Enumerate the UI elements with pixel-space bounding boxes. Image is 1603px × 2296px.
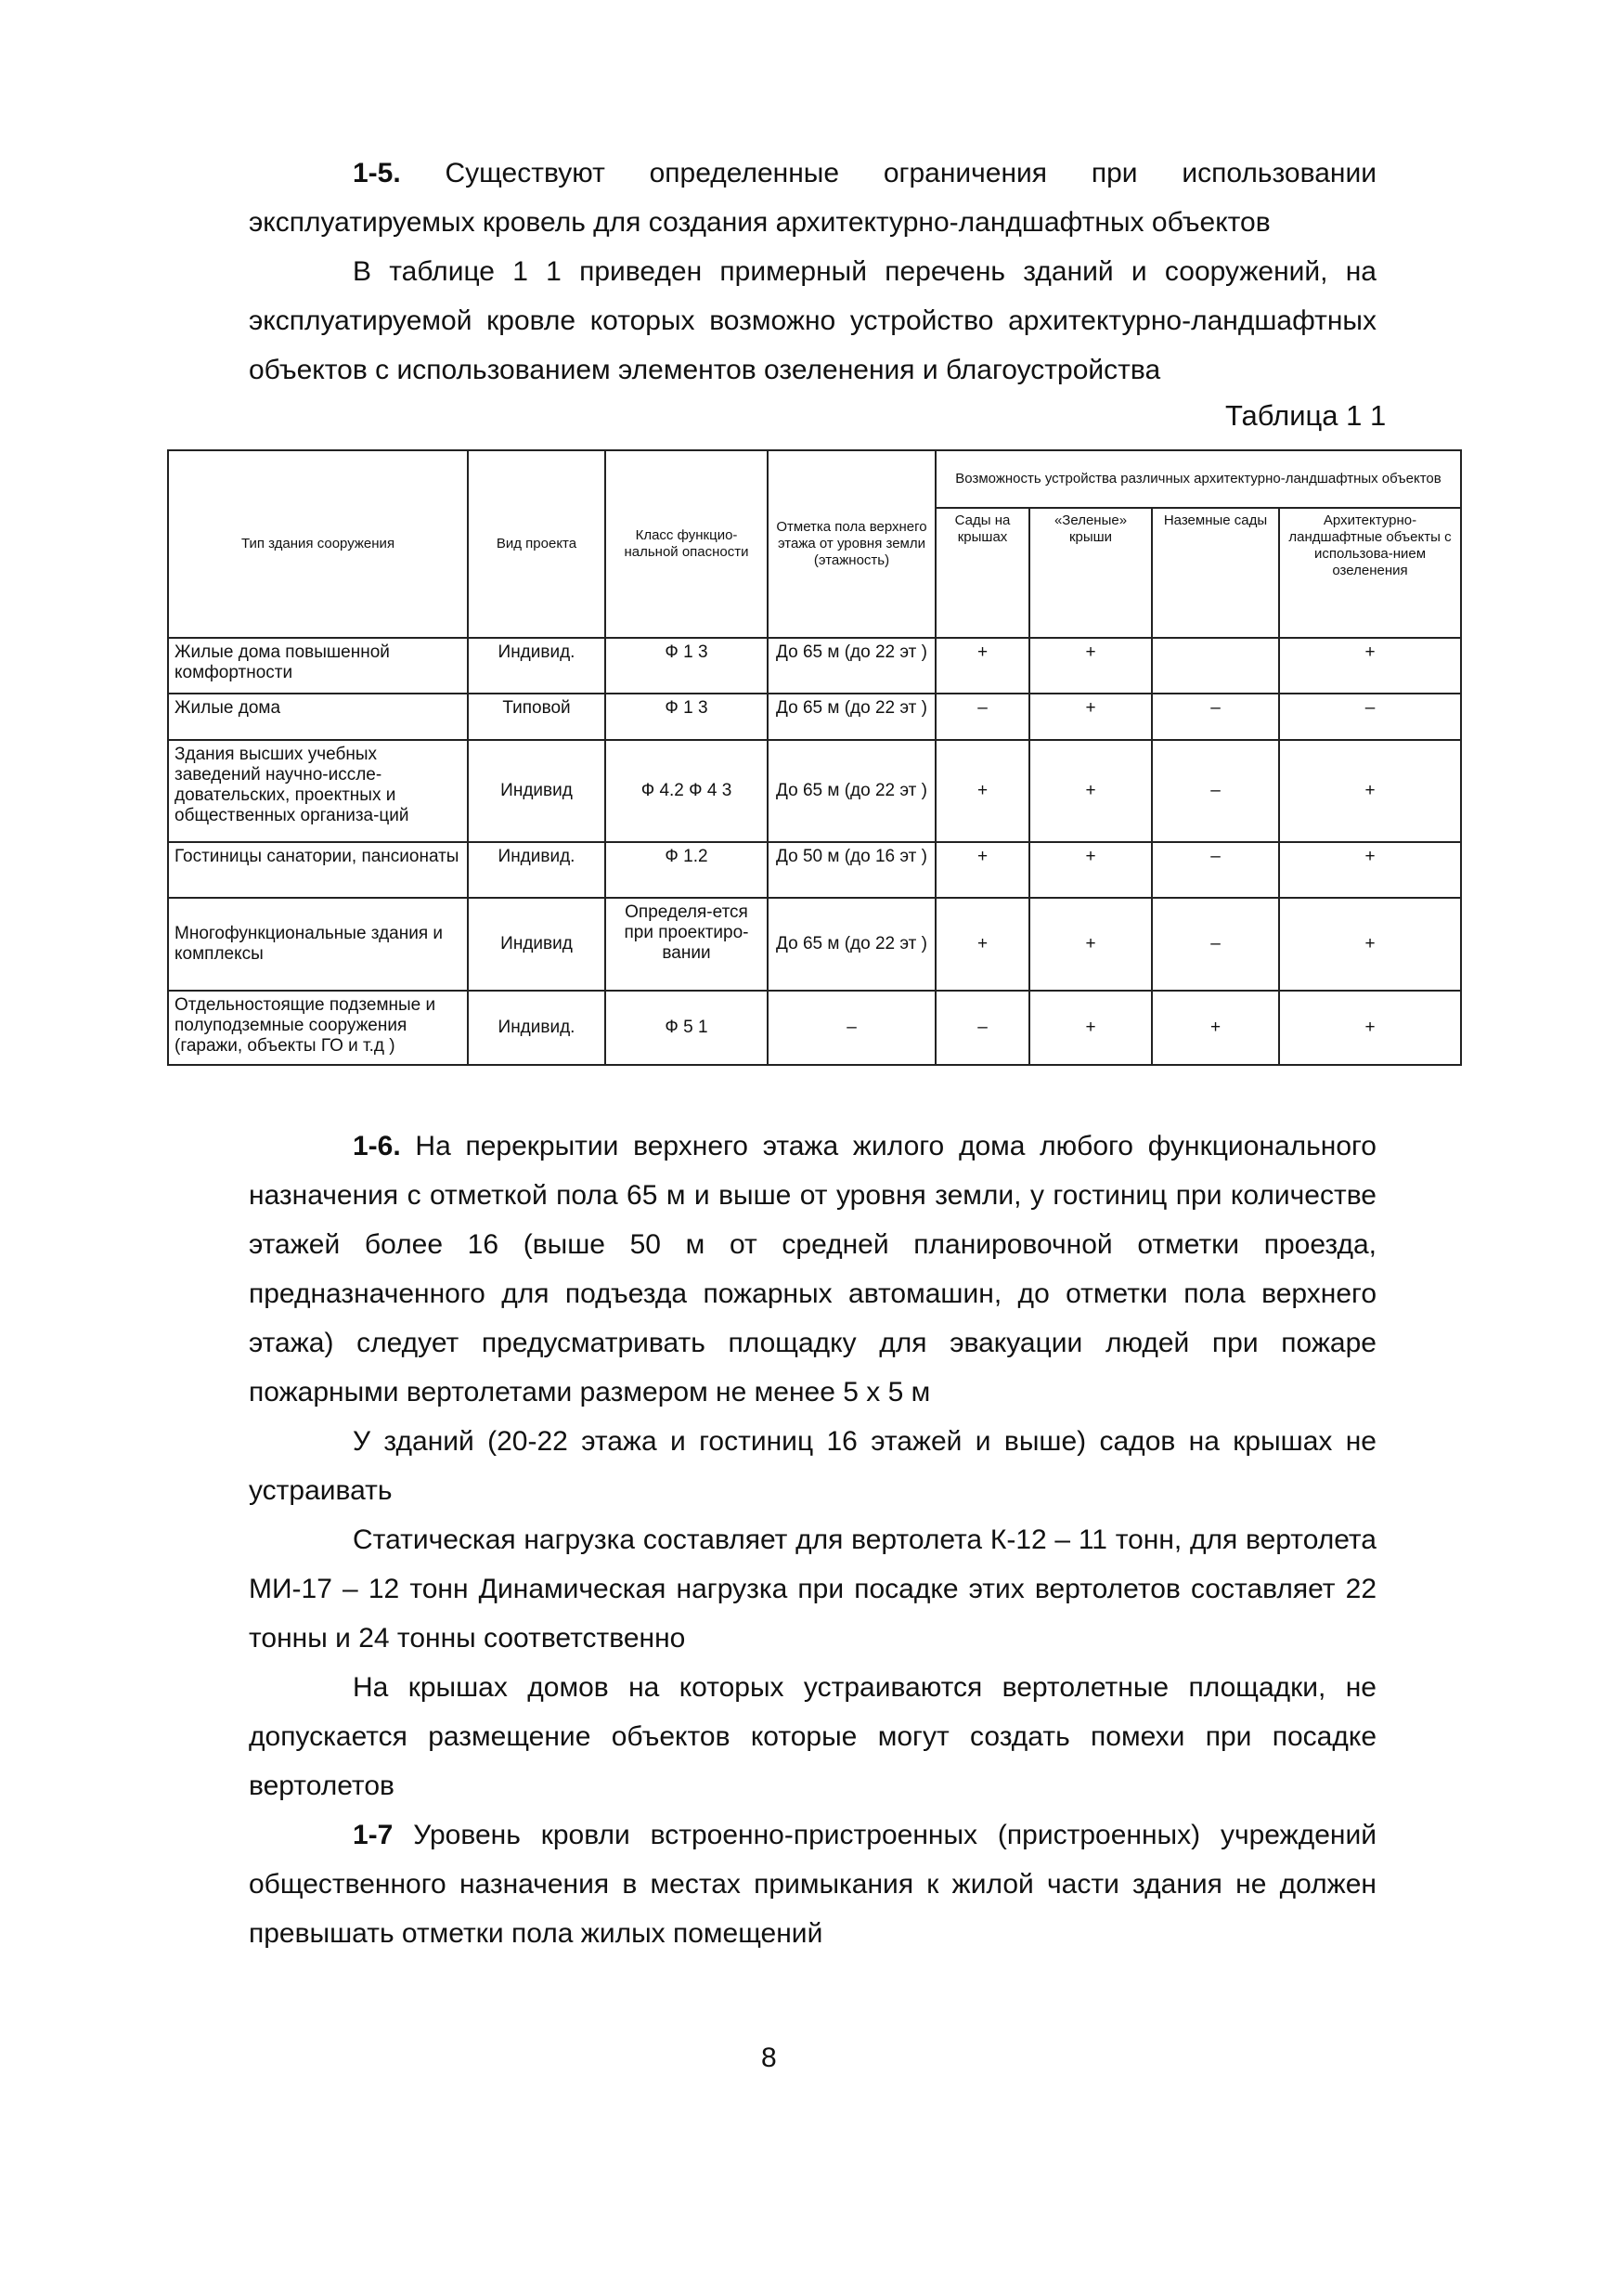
cell-mark: + — [1279, 638, 1461, 694]
cell-type: Гостиницы санатории, пансионаты — [168, 842, 468, 898]
cell-mark: + — [1152, 991, 1279, 1065]
cell-mark: + — [936, 740, 1029, 842]
cell-project: Индивид — [468, 740, 605, 842]
cell-level: – — [768, 991, 936, 1065]
cell-level: До 50 м (до 16 эт ) — [768, 842, 936, 898]
paragraph-1-6-2: У зданий (20-22 этажа и гостиниц 16 этажей и выше) садов на крышах не устраивать — [249, 1426, 1377, 1506]
cell-mark: + — [936, 638, 1029, 694]
cell-type: Жилые дома повышенной комфортности — [168, 638, 468, 694]
cell-type: Жилые дома — [168, 694, 468, 740]
paragraph-text: Существуют определенные ограничения при использовании эксплуатируемых кровель для создания архитектурно-ландшафтных объектов — [249, 158, 1377, 238]
cell-mark: – — [1152, 898, 1279, 991]
cell-level: До 65 м (до 22 эт ) — [768, 694, 936, 740]
cell-mark: + — [1279, 898, 1461, 991]
header-type: Тип здания сооружения — [168, 450, 468, 638]
cell-mark: – — [936, 991, 1029, 1065]
header-roof-gardens: Сады на крышах — [936, 508, 1029, 638]
cell-mark: – — [1152, 694, 1279, 740]
cell-mark: + — [1029, 898, 1152, 991]
paragraph-text: Уровень кровли встроенно-пристроенных (пристроенных) учреждений общественного назначения в местах примыкания к жилой части здания не должен превышать отметки пола жилых помещений — [249, 1820, 1377, 1949]
cell-project: Индивид. — [468, 842, 605, 898]
table-caption: Таблица 1 1 — [1225, 399, 1387, 432]
cell-type: Отдельностоящие подземные и полуподземные сооружения (гаражи, объекты ГО и т.д ) — [168, 991, 468, 1065]
cell-fire: Ф 1.2 — [605, 842, 768, 898]
cell-fire: Ф 5 1 — [605, 991, 768, 1065]
buildings-table — [167, 449, 1462, 1066]
header-ground-gardens: Наземные сады — [1152, 508, 1279, 638]
cell-mark: + — [1279, 991, 1461, 1065]
paragraph-text: На перекрытии верхнего этажа жилого дома любого функционального назначения с отметкой пола 65 м и выше от уровня земли, у гостиниц при количестве этажей более 16 (выше 50 м от средней планировочной отметки проезда, предназначенного для подъезда пожарных автомашин, до отметки пола верхнего этажа) следует предусматривать площадку для эвакуации людей при пожаре пожарными вертолетами размером не менее 5 х 5 м — [249, 1131, 1377, 1407]
cell-level: До 65 м (до 22 эт ) — [768, 740, 936, 842]
cell-project: Индивид. — [468, 638, 605, 694]
header-project: Вид проекта — [468, 450, 605, 638]
cell-mark: + — [1029, 740, 1152, 842]
cell-type: Здания высших учебных заведений научно-иссле-довательских, проектных и общественных организа-ций — [168, 740, 468, 842]
cell-mark: + — [1029, 991, 1152, 1065]
cell-mark: – — [1152, 842, 1279, 898]
section-number-1-6: 1-6. — [353, 1131, 401, 1161]
cell-level: До 65 м (до 22 эт ) — [768, 638, 936, 694]
cell-fire: Ф 4.2 Ф 4 3 — [605, 740, 768, 842]
cell-fire: Определя-ется при проектиро-вании — [605, 898, 768, 991]
cell-type: Многофункциональные здания и комплексы — [168, 898, 468, 991]
section-number-1-5: 1-5. — [353, 158, 401, 188]
cell-mark: – — [1152, 740, 1279, 842]
cell-project: Индивид — [468, 898, 605, 991]
cell-mark: – — [936, 694, 1029, 740]
cell-fire: Ф 1 3 — [605, 694, 768, 740]
cell-mark: + — [936, 842, 1029, 898]
paragraph-1-6-4: На крышах домов на которых устраиваются вертолетные площадки, не допускается размещение объектов которые могут создать помехи при посадке вертолетов — [249, 1672, 1377, 1801]
table-row — [168, 638, 1461, 694]
paragraph-1-7 — [249, 1810, 1377, 1958]
header-landscape-objects: Архитектурно-ландшафтные объекты с использова-нием озеленения — [1279, 508, 1461, 638]
cell-mark: + — [1029, 842, 1152, 898]
header-possibility: Возможность устройства различных архитектурно-ландшафтных объектов — [936, 450, 1461, 508]
cell-project: Индивид. — [468, 991, 605, 1065]
table-row — [168, 740, 1461, 842]
cell-mark: + — [1279, 740, 1461, 842]
cell-mark — [1152, 638, 1279, 694]
cell-mark: + — [936, 898, 1029, 991]
table-row — [168, 898, 1461, 991]
paragraph-table-intro: В таблице 1 1 приведен примерный перечень зданий и сооружений, на эксплуатируемой кровле которых возможно устройство архитектурно-ландшафтных объектов с использованием элементов озеленения и благоустройства — [249, 256, 1377, 385]
cell-mark: + — [1279, 842, 1461, 898]
header-floor-level: Отметка пола верхнего этажа от уровня земли (этажность) — [768, 450, 936, 638]
paragraph-1-6-3: Статическая нагрузка составляет для вертолета К-12 – 11 тонн, для вертолета МИ-17 – 12 тонн Динамическая нагрузка при посадке этих вертолетов составляет 22 тонны и 24 тонны соответственно — [249, 1524, 1377, 1654]
cell-mark: + — [1029, 638, 1152, 694]
table-row — [168, 694, 1461, 740]
header-fire-class: Класс функцио-нальной опасности — [605, 450, 768, 638]
table-header-row — [168, 450, 1461, 508]
cell-fire: Ф 1 3 — [605, 638, 768, 694]
table-row — [168, 842, 1461, 898]
table-row — [168, 991, 1461, 1065]
paragraph-1-5 — [249, 149, 1377, 247]
cell-mark: + — [1029, 694, 1152, 740]
cell-mark: – — [1279, 694, 1461, 740]
paragraph-1-6 — [249, 1122, 1377, 1417]
section-number-1-7: 1-7 — [353, 1820, 394, 1850]
cell-project: Типовой — [468, 694, 605, 740]
cell-level: До 65 м (до 22 эт ) — [768, 898, 936, 991]
header-green-roofs: «Зеленые» крыши — [1029, 508, 1152, 638]
page-number: 8 — [761, 2043, 777, 2073]
